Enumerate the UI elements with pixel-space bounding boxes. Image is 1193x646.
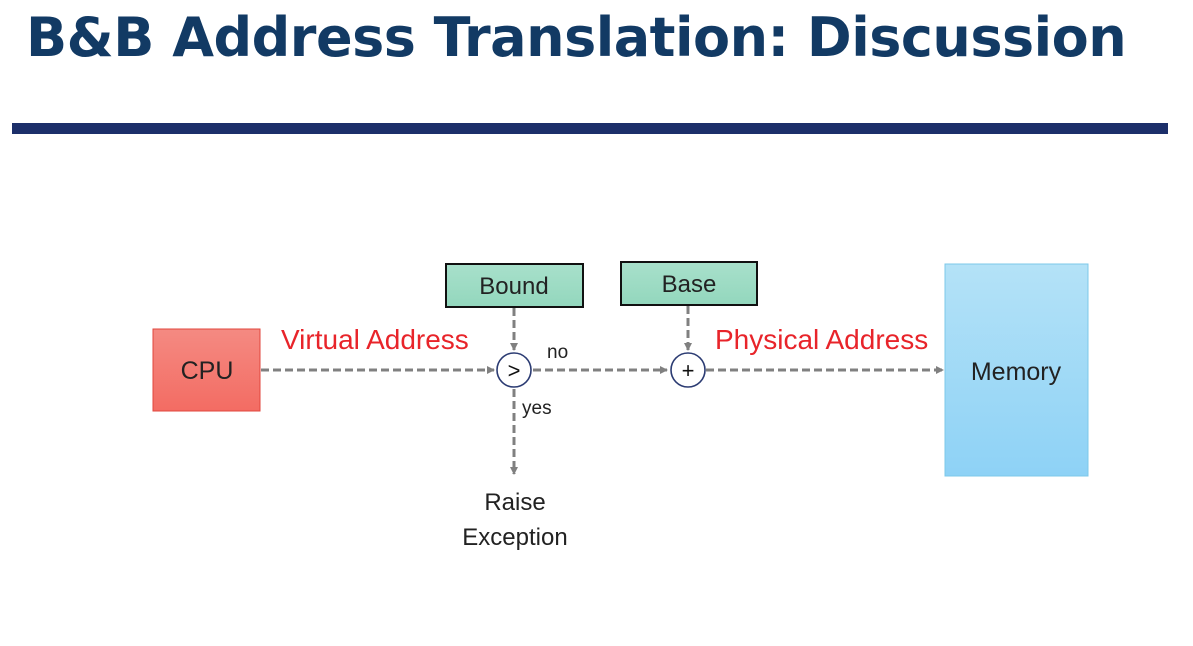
base-register-label: Base <box>661 271 717 298</box>
cpu-label: CPU <box>180 357 234 385</box>
compare-operator-symbol: > <box>507 358 521 383</box>
physical-address-label: Physical Address <box>715 324 929 355</box>
slide-title: B&B Address Translation: Discussion <box>26 6 1127 69</box>
add-operator-symbol: + <box>681 358 695 383</box>
exception-label-line1: Raise <box>484 489 546 516</box>
yes-branch-label: yes <box>522 398 552 419</box>
memory-label: Memory <box>970 358 1062 386</box>
bound-register-label: Bound <box>479 273 549 300</box>
no-branch-label: no <box>547 342 569 363</box>
exception-label-line2: Exception <box>462 524 568 551</box>
virtual-address-label: Virtual Address <box>281 324 469 355</box>
